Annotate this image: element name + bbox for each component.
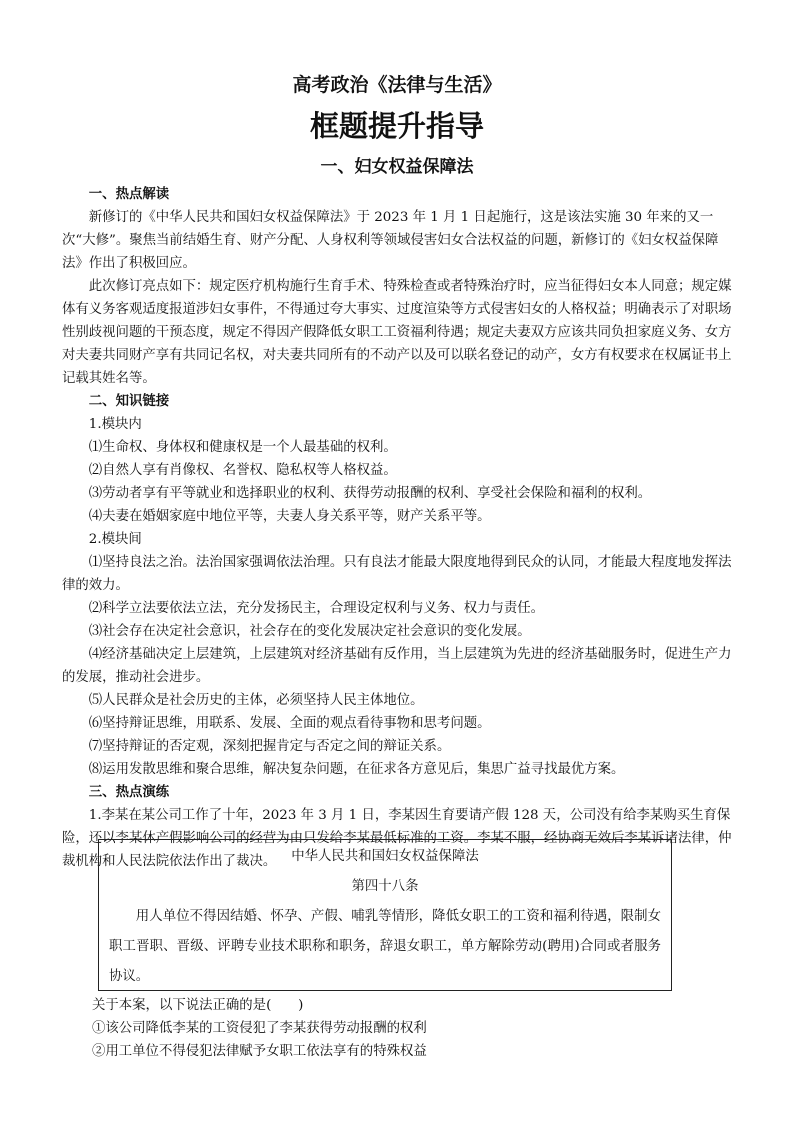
- option-1: ①该公司降低李某的工资侵犯了李某获得劳动报酬的权利: [92, 1021, 427, 1036]
- main-title: 框题提升指导: [309, 109, 484, 143]
- document-title: 高考政治《法律与生活》: [292, 74, 502, 96]
- question-block: [92, 994, 738, 1063]
- paragraph: 新修订的《中华人民共和国妇女权益保障法》于 2023 年 1 月 1 日起施行，这是该法实施 30 年来的又一次“大修”。聚焦当前结婚生育、财产分配、人身权利等领域侵害妇女合法权益的问题，新修订的《妇女权益保障法》作出了积极回应。: [62, 210, 719, 271]
- law-title: 中华人民共和国妇女权益保障法: [291, 849, 479, 864]
- document-body: [62, 183, 738, 873]
- question-text: 1.李某在某公司工作了十年，2023 年 3 月 1 日，李某因生育要请产假 128 天，公司没有给李某购买生育保险，还以李某休产假影响公司的经营为由只发给李某最低标准的工资。李某不服，经协商无效后李某诉诸法律，仲裁机构和人民法院依法作出了裁决。: [62, 808, 732, 869]
- list-item: ⑶劳动者享有平等就业和选择职业的权利、获得劳动报酬的权利、享受社会保险和福利的权利。: [88, 486, 652, 501]
- list-item: ⑶社会存在决定社会意识，社会存在的变化发展决定社会意识的变化发展。: [88, 624, 531, 639]
- paragraph: 此次修订亮点如下：规定医疗机构施行生育手术、特殊检查或者特殊治疗时，应当征得妇女本人同意；规定媒体有义务客观适度报道涉妇女事件，不得通过夸大事实、过度渲染等方式侵害妇女的人格权益；明确表示了对职场性别歧视问题的干预态度，规定不得因产假降低女职工工资福利待遇；规定夫妻双方应该共同负担家庭义务、女方对夫妻共同财产享有共同记名权，对夫妻共同所有的不动产以及可以联名登记的动产，女方有权要求在权属证书上记载其姓名等。: [62, 279, 732, 386]
- law-text: 用人单位不得因结婚、怀孕、产假、哺乳等情形，降低女职工的工资和福利待遇，限制女职工晋职、晋级、评聘专业技术职称和职务，辞退女职工，单方解除劳动(聘用)合同或者服务协议。: [109, 909, 661, 984]
- list-item: ⑺坚持辩证的否定观，深刻把握肯定与否定之间的辩证关系。: [88, 739, 451, 754]
- law-article: 第四十八条: [351, 879, 419, 894]
- heading-hot-topic: 一、热点解读: [88, 187, 170, 202]
- list-item: ⑵科学立法要依法立法，充分发扬民主，合理设定权利与义务、权力与责任。: [88, 601, 545, 616]
- subheading: 1.模块内: [88, 417, 142, 432]
- list-item: ⑹坚持辩证思维，用联系、发展、全面的观点看待事物和思考问题。: [88, 716, 491, 731]
- heading-knowledge-link: 二、知识链接: [88, 394, 170, 409]
- list-item: ⑵自然人享有肖像权、名誉权、隐私权等人格权益。: [88, 463, 397, 478]
- law-excerpt-box: [98, 839, 672, 991]
- list-item: ⑷夫妻在婚姻家庭中地位平等，夫妻人身关系平等，财产关系平等。: [88, 509, 491, 524]
- list-item: ⑷经济基础决定上层建筑，上层建筑对经济基础有反作用，当上层建筑为先进的经济基础服务时，促进生产力的发展，推动社会进步。: [62, 647, 732, 685]
- heading-practice: 三、热点演练: [88, 785, 170, 800]
- section-title: 一、妇女权益保障法: [320, 157, 474, 177]
- option-2: ②用工单位不得侵犯法律赋予女职工依法享有的特殊权益: [92, 1044, 427, 1059]
- list-item: ⑸人民群众是社会历史的主体，必须坚持人民主体地位。: [88, 693, 424, 708]
- list-item: ⑴生命权、身体权和健康权是一个人最基础的权利。: [88, 440, 397, 455]
- list-item: ⑻运用发散思维和聚合思维，解决复杂问题，在征求各方意见后，集思广益寻找最优方案。: [88, 762, 625, 777]
- question-stem: 关于本案，以下说法正确的是( ): [92, 998, 304, 1013]
- subheading: 2.模块间: [88, 532, 142, 547]
- list-item: ⑴坚持良法之治。法治国家强调依法治理。只有良法才能最大限度地得到民众的认同，才能最大程度地发挥法律的效力。: [62, 555, 732, 593]
